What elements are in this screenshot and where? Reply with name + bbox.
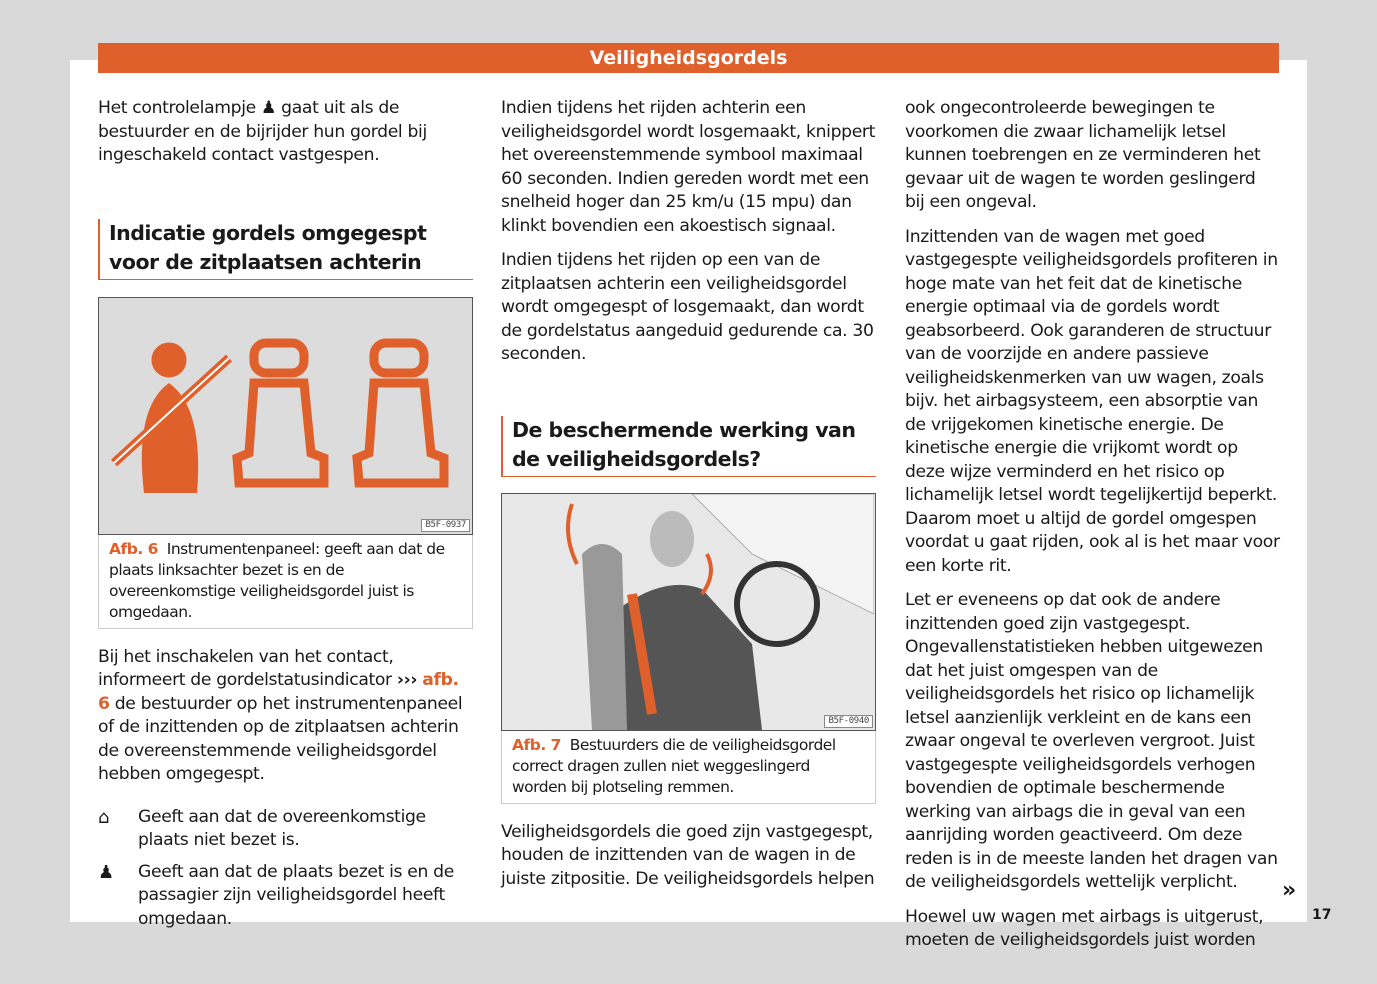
caption-text: Bestuurders die de veiligheidsgordel correct dragen zullen niet weggeslingerd worden bij plotseling remmen. [512, 735, 836, 796]
text: Bij het inschakelen van het contact, informeert de gordelstatusindicator [98, 646, 397, 690]
continue-icon: » [1282, 878, 1297, 903]
left-column [98, 97, 473, 939]
driver-illustration [502, 494, 874, 730]
figure-caption [501, 731, 876, 804]
list-item [98, 806, 473, 853]
seat-belted-icon: ♟ [98, 861, 114, 883]
section-header: Veiligheidsgordels [98, 43, 1279, 73]
section-heading: Indicatie gordels omgegespt voor de zitplaatsen achterin [98, 219, 473, 280]
figure-label: Afb. 7 [512, 735, 561, 754]
seat-empty-icon: ⌂ [98, 806, 110, 828]
list-item [98, 861, 473, 932]
figure-driver-seatbelt [501, 493, 876, 731]
list-item-text: Geeft aan dat de plaats bezet is en de passagier zijn veiligheidsgordel heeft omgedaan. [138, 861, 454, 929]
caption-text: Instrumentenpaneel: geeft aan dat de plaats linksachter bezet is en de overeenkomstige veiligheidsgordel juist is omgedaan. [109, 539, 445, 621]
figure-code: B5F-0940 [824, 715, 873, 728]
intro-paragraph: Het controlelampje ♟ gaat uit als de bestuurder en de bijrijder hun gordel bij ingeschakeld contact vastgespen. [98, 98, 427, 165]
section-heading: De beschermende werking van de veiligheidsgordels? [501, 416, 876, 477]
paragraph: Let er eveneens op dat ook de andere inzittenden goed zijn vastgegespt. Ongevallenstatistieken hebben uitgewezen dat het juist omgespen van de veiligheidsgordels het risico op lichamelijk letsel aanzienlijk verkleint en de kans een zwaar ongeval te overleven vergroot. Juist vastgegespte veiligheidsgordels verhogen bovendien de optimale beschermende werking van airbags die in geval van een aanrijding worden geactiveerd. Om deze reden is in de meeste landen het dragen van de veiligheidsgordels wettelijk verplicht. [905, 590, 1278, 892]
figure-reference-link[interactable]: afb. 6 [98, 670, 459, 714]
figure-seat-indicators [98, 297, 473, 535]
figure-caption [98, 535, 473, 629]
list-item-text: Geeft aan dat de overeenkomstige plaats niet bezet is. [138, 806, 426, 850]
middle-column [501, 97, 876, 902]
page-number: 17 [1312, 907, 1332, 923]
right-column [905, 97, 1280, 964]
paragraph: Hoewel uw wagen met airbags is uitgerust, moeten de veiligheidsgordels juist worden [905, 906, 1264, 950]
paragraph: Veiligheidsgordels die goed zijn vastgegespt, houden de inzittenden van de wagen in de juiste zitpositie. De veiligheidsgordels helpen [501, 821, 875, 889]
paragraph: Indien tijdens het rijden achterin een veiligheidsgordel wordt losgemaakt, knippert het overeenstemmende symbool maximaal 60 seconden. Indien gereden wordt met een snelheid hoger dan 25 km/u (15 mpu) dan klinkt bovendien een akoestisch signaal. [501, 98, 876, 236]
text: de bestuurder op het instrumentenpaneel of de inzittenden op de zitplaatsen achterin de overeenstemmende veiligheidsgordel hebben omgegespt. [98, 693, 463, 784]
paragraph [98, 646, 473, 787]
figure-code: B5F-0937 [421, 519, 470, 532]
paragraph: ook ongecontroleerde bewegingen te voorkomen die zwaar lichamelijk letsel kunnen toebrengen en ze verminderen het gevaar uit de wagen te worden geslingerd bij een ongeval. [905, 98, 1261, 212]
paragraph: Indien tijdens het rijden op een van de zitplaatsen achterin een veiligheidsgordel wordt omgegespt of losgemaakt, dan wordt de gordelstatus aangeduid gedurende ca. 30 seconden. [501, 250, 874, 364]
reference-arrow-icon: ››› [396, 670, 418, 690]
figure-label: Afb. 6 [109, 539, 158, 558]
seat-belt-indicator-illustration [99, 298, 471, 534]
paragraph: Inzittenden van de wagen met goed vastgegespte veiligheidsgordels profiteren in hoge mate van het feit dat de kinetische energie optimaal via de gordels wordt geabsorbeerd. Ook garanderen de structuur van de voorzijde en andere passieve veiligheidskenmerken van uw wagen, zoals bijv. het airbagsysteem, een absorptie van de vrijgekomen kinetische energie. De kinetische energie die vrijkomt wordt op deze wijze verminderd en het risico op lichamelijk letsel wordt tegelijkertijd beperkt. Daarom moet u altijd de gordel omgespen voordat u gaat rijden, ook al is het maar voor een korte rit. [905, 226, 1280, 576]
